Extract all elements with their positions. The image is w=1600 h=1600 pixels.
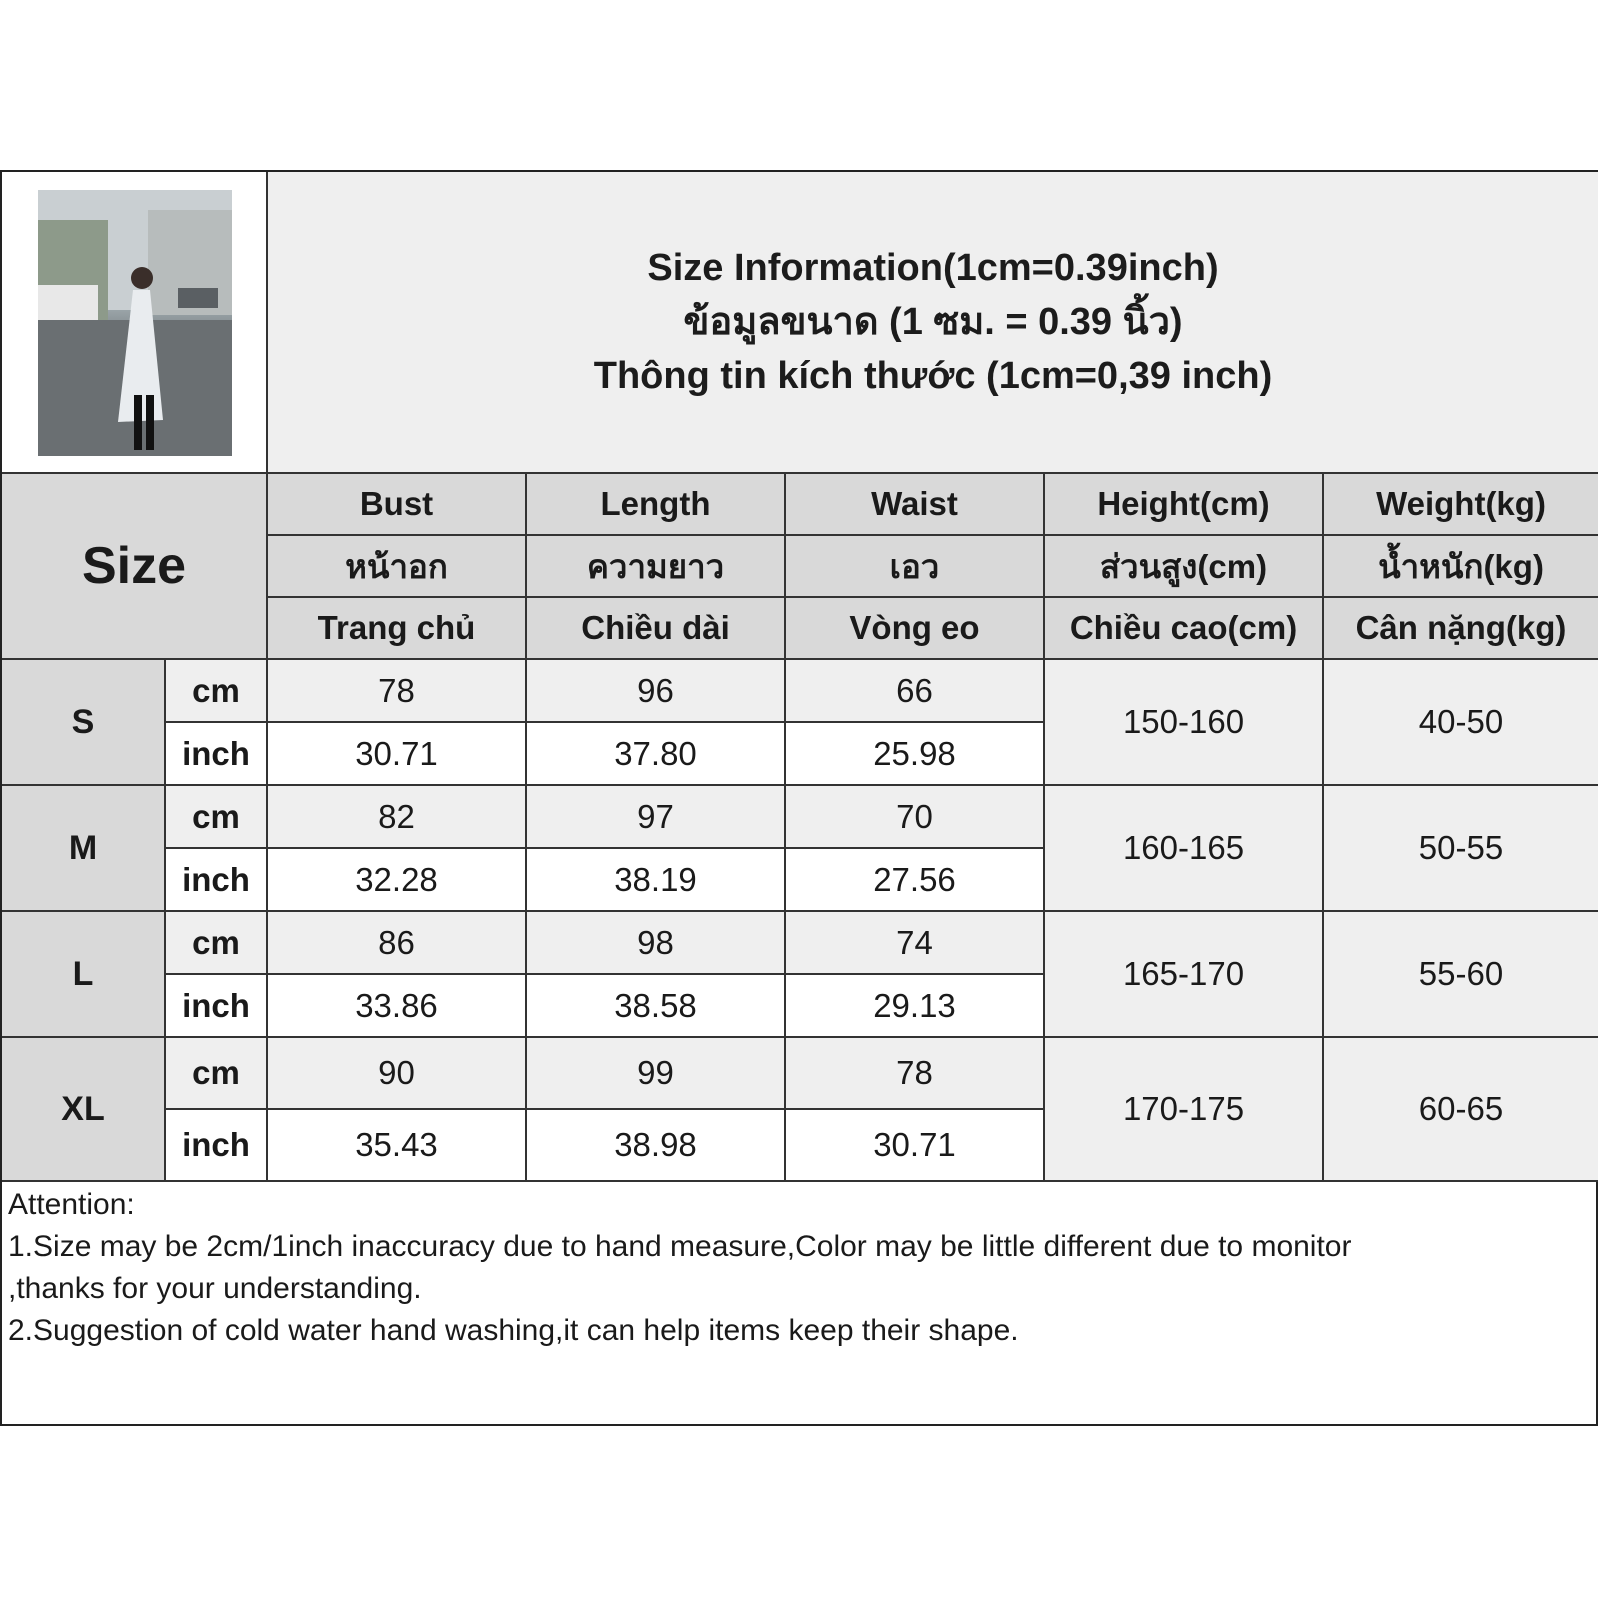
measurement-value: 30.71 — [268, 723, 527, 786]
measurement-value: 78 — [268, 660, 527, 723]
weight-range: 40-50 — [1324, 660, 1598, 786]
measurement-value: 86 — [268, 912, 527, 975]
notes-line-2: ,thanks for your understanding. — [8, 1272, 422, 1305]
column-header-vi: Cân nặng(kg) — [1324, 598, 1598, 660]
column-header-en: Length — [527, 474, 786, 536]
measurement-value: 33.86 — [268, 975, 527, 1038]
measurement-value: 30.71 — [786, 1110, 1045, 1182]
title-thai: ข้อมูลขนาด (1 ซม. = 0.39 นิ้ว) — [683, 301, 1183, 343]
column-header-vi: Chiều cao(cm) — [1045, 598, 1324, 660]
column-header-th: ความยาว — [527, 536, 786, 598]
measurement-value: 38.58 — [527, 975, 786, 1038]
column-header-vi: Vòng eo — [786, 598, 1045, 660]
unit-label: inch — [166, 1110, 268, 1182]
measurement-value: 37.80 — [527, 723, 786, 786]
weight-range: 55-60 — [1324, 912, 1598, 1038]
column-header-th: เอว — [786, 536, 1045, 598]
attention-notes — [8, 1184, 1588, 1352]
column-header-en: Weight(kg) — [1324, 474, 1598, 536]
weight-range: 60-65 — [1324, 1038, 1598, 1182]
product-photo — [38, 190, 232, 456]
size-chart — [0, 170, 1598, 1426]
column-header-th: หน้าอก — [268, 536, 527, 598]
weight-range: 50-55 — [1324, 786, 1598, 912]
measurement-value: 27.56 — [786, 849, 1045, 912]
measurement-value: 74 — [786, 912, 1045, 975]
height-range: 160-165 — [1045, 786, 1324, 912]
measurement-value: 82 — [268, 786, 527, 849]
measurement-value: 32.28 — [268, 849, 527, 912]
title-cell — [268, 172, 1598, 474]
measurement-value: 38.19 — [527, 849, 786, 912]
column-header-th: ส่วนสูง(cm) — [1045, 536, 1324, 598]
measurement-value: 25.98 — [786, 723, 1045, 786]
measurement-value: 90 — [268, 1038, 527, 1110]
measurement-value: 66 — [786, 660, 1045, 723]
measurement-value: 38.98 — [527, 1110, 786, 1182]
column-header-vi: Trang chủ — [268, 598, 527, 660]
measurement-value: 96 — [527, 660, 786, 723]
height-range: 170-175 — [1045, 1038, 1324, 1182]
unit-label: inch — [166, 723, 268, 786]
measurement-value: 35.43 — [268, 1110, 527, 1182]
height-range: 165-170 — [1045, 912, 1324, 1038]
product-photo-image — [38, 190, 232, 456]
size-name: S — [2, 660, 166, 786]
column-header-en: Bust — [268, 474, 527, 536]
notes-line-3: 2.Suggestion of cold water hand washing,it can help items keep their shape. — [8, 1314, 1019, 1347]
unit-label: cm — [166, 786, 268, 849]
unit-label: inch — [166, 975, 268, 1038]
column-header-en: Height(cm) — [1045, 474, 1324, 536]
size-header: Size — [2, 474, 268, 660]
column-header-vi: Chiều dài — [527, 598, 786, 660]
column-header-th: น้ำหนัก(kg) — [1324, 536, 1598, 598]
notes-heading: Attention: — [8, 1188, 135, 1221]
measurement-value: 97 — [527, 786, 786, 849]
unit-label: cm — [166, 660, 268, 723]
unit-label: cm — [166, 1038, 268, 1110]
height-range: 150-160 — [1045, 660, 1324, 786]
title-english: Size Information(1cm=0.39inch) — [647, 247, 1219, 289]
product-photo-cell — [2, 172, 268, 474]
size-name: XL — [2, 1038, 166, 1182]
unit-label: inch — [166, 849, 268, 912]
column-header-en: Waist — [786, 474, 1045, 536]
measurement-value: 99 — [527, 1038, 786, 1110]
title-vietnamese: Thông tin kích thước (1cm=0,39 inch) — [593, 355, 1273, 397]
measurement-value: 98 — [527, 912, 786, 975]
measurement-value: 29.13 — [786, 975, 1045, 1038]
size-name: L — [2, 912, 166, 1038]
measurement-value: 78 — [786, 1038, 1045, 1110]
size-name: M — [2, 786, 166, 912]
unit-label: cm — [166, 912, 268, 975]
measurement-value: 70 — [786, 786, 1045, 849]
notes-line-1: 1.Size may be 2cm/1inch inaccuracy due to hand measure,Color may be little different due to monitor — [8, 1230, 1352, 1263]
